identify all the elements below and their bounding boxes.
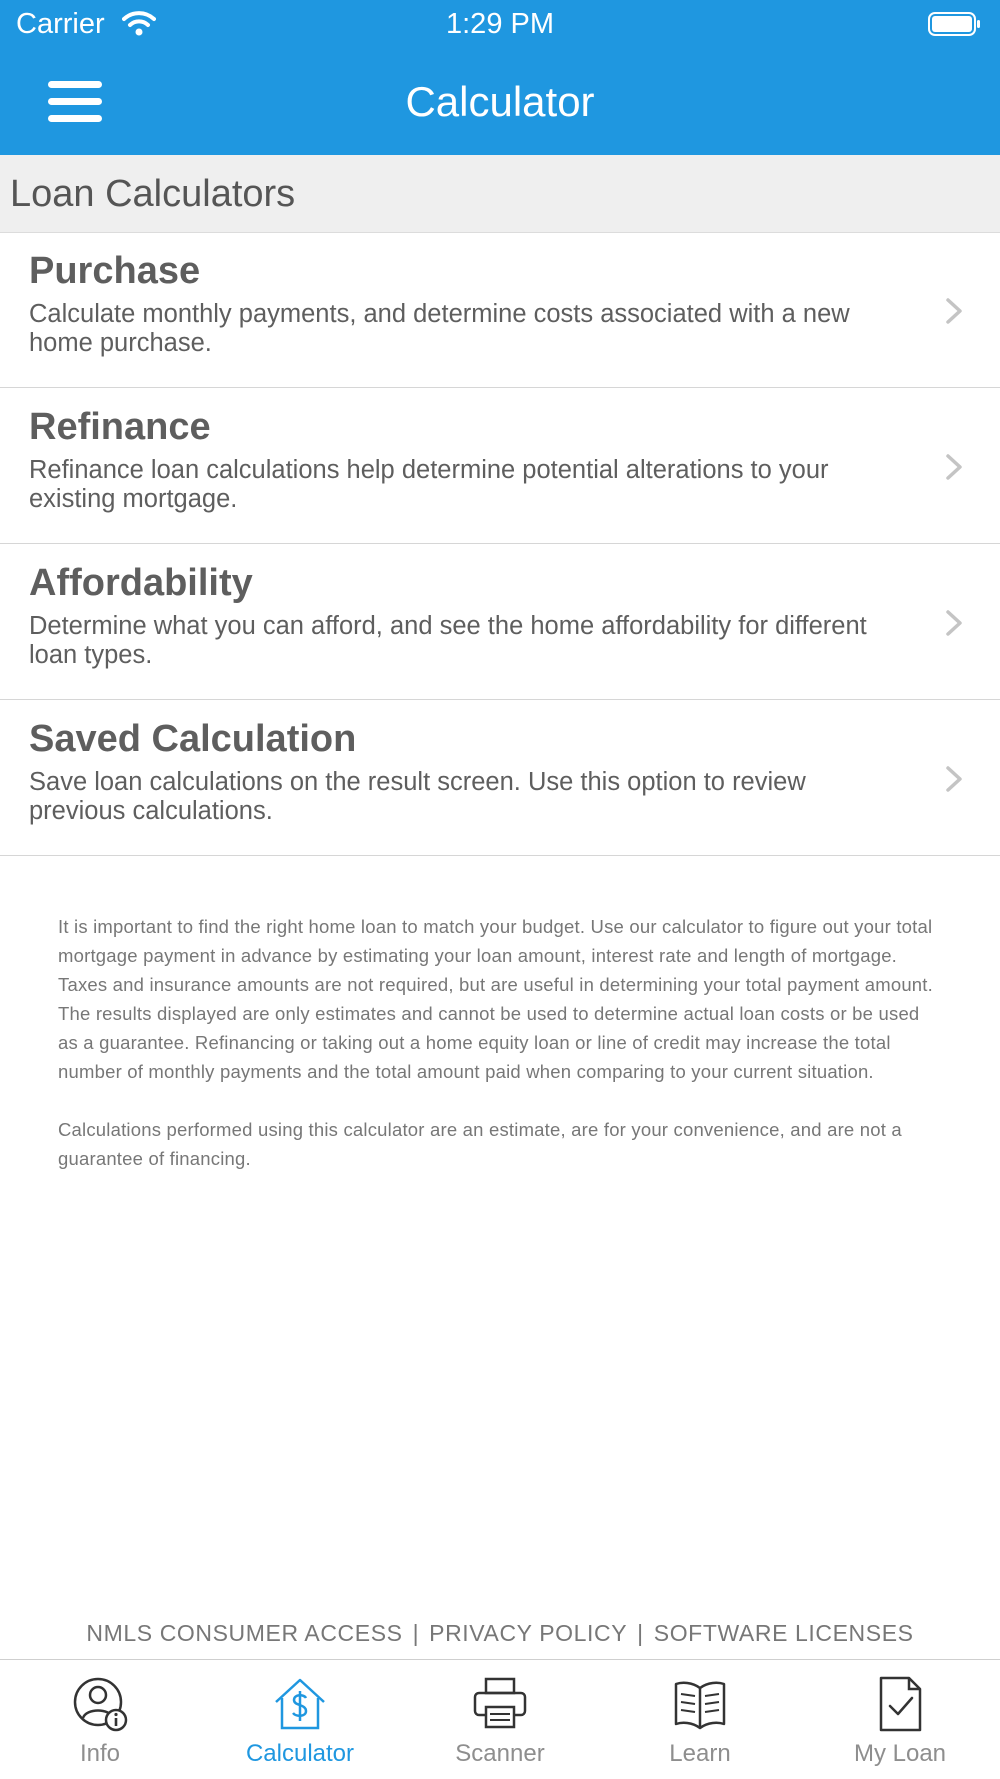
tab-label: Calculator — [245, 1740, 355, 1767]
battery-icon — [928, 12, 981, 36]
list-item-purchase[interactable] — [0, 232, 1000, 388]
disclaimer-paragraph: Calculations performed using this calculator are an estimate, are for your convenience, and are not a guarantee of financing. — [58, 1119, 902, 1169]
tab-scanner[interactable] — [400, 1660, 600, 1779]
tab-info[interactable] — [0, 1660, 200, 1779]
status-bar — [0, 0, 1000, 52]
list-item-title: Saved Calculation — [29, 718, 357, 760]
list-item-description: Refinance loan calculations help determine potential alterations to your existing mortgage. — [29, 456, 829, 513]
open-book-icon — [672, 1676, 728, 1732]
list-item-saved-calculation[interactable] — [0, 700, 1000, 856]
top-bar — [0, 0, 1000, 155]
list-item-refinance[interactable] — [0, 388, 1000, 544]
list-item-affordability[interactable] — [0, 544, 1000, 700]
link-separator: | — [637, 1620, 644, 1646]
tab-my-loan[interactable] — [800, 1660, 1000, 1779]
page-title: Calculator — [405, 78, 595, 125]
link-separator: | — [412, 1620, 420, 1646]
status-time: 1:29 PM — [446, 8, 554, 40]
nav-bar — [0, 52, 1000, 155]
carrier-label: Carrier — [16, 8, 105, 40]
nmls-consumer-access-link[interactable]: NMLS CONSUMER ACCESS — [86, 1620, 403, 1646]
document-check-icon — [872, 1676, 928, 1732]
privacy-policy-link[interactable]: PRIVACY POLICY — [429, 1620, 628, 1646]
tab-label: Learn — [669, 1740, 731, 1767]
disclaimer — [58, 912, 943, 1202]
chevron-right-icon — [945, 765, 963, 793]
tab-label: Info — [79, 1740, 121, 1767]
house-dollar-icon — [272, 1676, 328, 1732]
tab-learn[interactable] — [600, 1660, 800, 1779]
chevron-right-icon — [945, 297, 963, 325]
list-item-description: Determine what you can afford, and see the home affordability for different loan types. — [29, 612, 867, 669]
software-licenses-link[interactable]: SOFTWARE LICENSES — [653, 1620, 914, 1646]
section-header — [0, 155, 1000, 233]
user-info-icon — [72, 1676, 128, 1732]
list-item-title: Purchase — [29, 250, 201, 292]
disclaimer-paragraph: It is important to find the right home loan to match your budget. Use our calculator to figure out your total mortgage payment in advance by estimating your loan amount, interest rate and length of mortgage. Taxes and insurance amounts are not required, but are useful in determining your total payment amount. The results displayed are only estimates and cannot be used to determine actual loan costs or be used as a guarantee. Refinancing or taking out a home equity loan or line of credit may increase the total number of monthly payments and the total amount paid when comparing to your current situation. — [58, 916, 933, 1082]
section-title: Loan Calculators — [10, 173, 296, 215]
chevron-right-icon — [945, 609, 963, 637]
printer-icon — [472, 1676, 528, 1732]
list-item-title: Refinance — [29, 406, 211, 448]
list-item-title: Affordability — [29, 562, 253, 604]
footer-links — [0, 1620, 1000, 1647]
tab-bar — [0, 1659, 1000, 1779]
calculator-list — [0, 232, 1000, 856]
tab-label: Scanner — [455, 1740, 545, 1767]
tab-calculator[interactable] — [200, 1660, 400, 1779]
tab-label: My Loan — [853, 1740, 947, 1767]
list-item-description: Calculate monthly payments, and determine costs associated with a new home purchase. — [29, 300, 850, 357]
chevron-right-icon — [945, 453, 963, 481]
list-item-description: Save loan calculations on the result screen. Use this option to review previous calculations. — [29, 768, 806, 825]
